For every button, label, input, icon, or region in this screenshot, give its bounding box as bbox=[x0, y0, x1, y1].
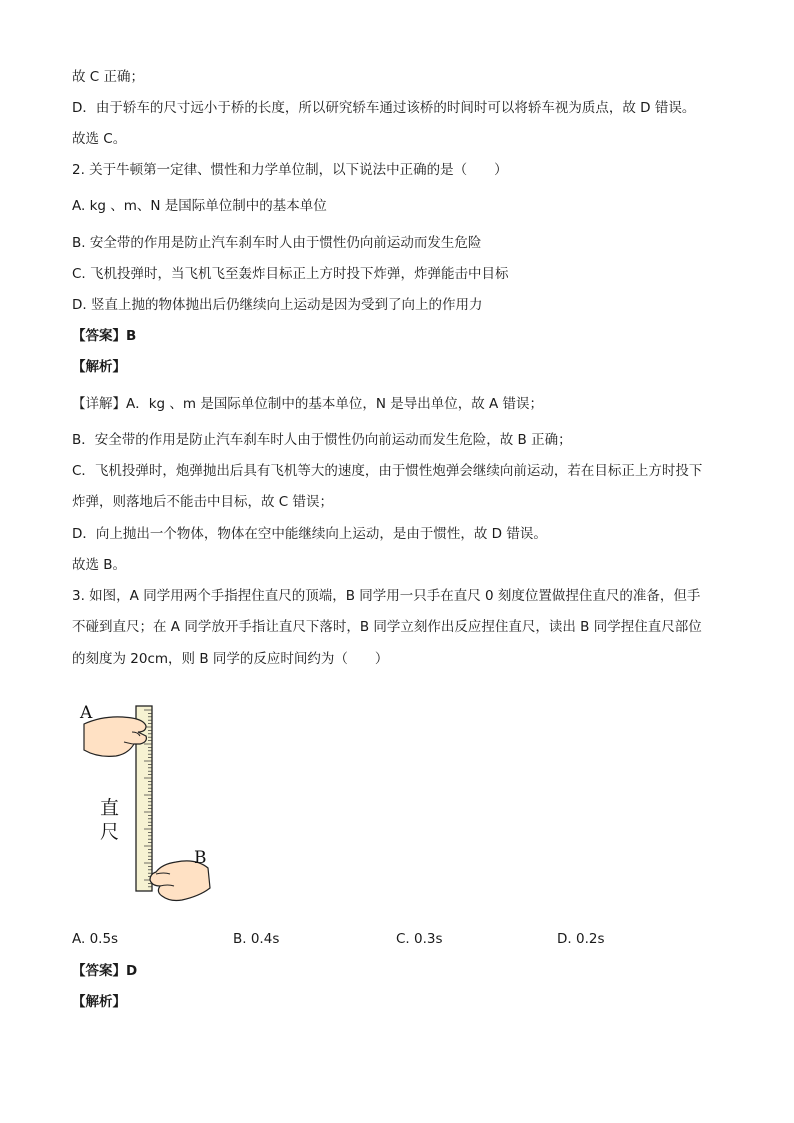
q2-detail-a: 【详解】A．kg 、m 是国际单位制中的基本单位，N 是导出单位，故 A 错误； bbox=[72, 396, 544, 412]
question-3-stem-3: 的刻度为 20cm，则 B 同学的反应时间约为（ ） bbox=[72, 651, 389, 667]
ruler-char-1: 直 bbox=[100, 797, 120, 819]
q2-option-a: A. kg 、m、N 是国际单位制中的基本单位 bbox=[72, 198, 327, 214]
question-3-stem-1: 3. 如图，A 同学用两个手指捏住直尺的顶端，B 同学用一只手在直尺 0 刻度位置做捏住直尺的准备，但手 bbox=[72, 588, 701, 604]
ruler-reaction-figure bbox=[76, 696, 226, 916]
q3-option-d: D. 0.2s bbox=[557, 931, 605, 947]
q2-detail-d: D．向上抛出一个物体，物体在空中能继续向上运动，是由于惯性，故 D 错误。 bbox=[72, 526, 547, 542]
q3-option-b: B. 0.4s bbox=[233, 931, 280, 947]
q2-option-b: B. 安全带的作用是防止汽车刹车时人由于惯性仍向前运动而发生危险 bbox=[72, 235, 482, 251]
line-1: 故 C 正确； bbox=[72, 69, 145, 85]
q3-answer: 【答案】D bbox=[72, 963, 138, 979]
q2-option-d: D. 竖直上抛的物体抛出后仍继续向上运动是因为受到了向上的作用力 bbox=[72, 297, 483, 313]
q2-analysis-heading: 【解析】 bbox=[72, 359, 126, 375]
q2-detail-c1: C．飞机投弹时，炮弹抛出后具有飞机等大的速度，由于惯性炮弹会继续向前运动，若在目标正上方时投下 bbox=[72, 463, 703, 479]
q2-answer: 【答案】B bbox=[72, 328, 137, 344]
ruler-char-2: 尺 bbox=[100, 821, 120, 843]
label-b: B bbox=[194, 848, 207, 868]
q2-detail-b: B．安全带的作用是防止汽车刹车时人由于惯性仍向前运动而发生危险，故 B 正确； bbox=[72, 432, 572, 448]
label-a: A bbox=[80, 703, 93, 723]
line-2: D．由于轿车的尺寸远小于桥的长度，所以研究轿车通过该桥的时间时可以将轿车视为质点，故 D 错误。 bbox=[72, 100, 696, 116]
line-3: 故选 C。 bbox=[72, 131, 127, 147]
question-3-stem-2: 不碰到直尺；在 A 同学放开手指让直尺下落时，B 同学立刻作出反应捏住直尺，读出 B 同学捏住直尺部位 bbox=[72, 619, 702, 635]
question-2-stem: 2. 关于牛顿第一定律、惯性和力学单位制，以下说法中正确的是（ ） bbox=[72, 162, 508, 178]
q2-detail-c2: 炸弹，则落地后不能击中目标，故 C 错误； bbox=[72, 494, 334, 510]
q3-option-c: C. 0.3s bbox=[396, 931, 443, 947]
q3-analysis-heading: 【解析】 bbox=[72, 994, 126, 1010]
q2-conclusion: 故选 B。 bbox=[72, 557, 127, 573]
q2-option-c: C. 飞机投弹时，当飞机飞至轰炸目标正上方时投下炸弹，炸弹能击中目标 bbox=[72, 266, 509, 282]
q3-option-a: A. 0.5s bbox=[72, 931, 119, 947]
